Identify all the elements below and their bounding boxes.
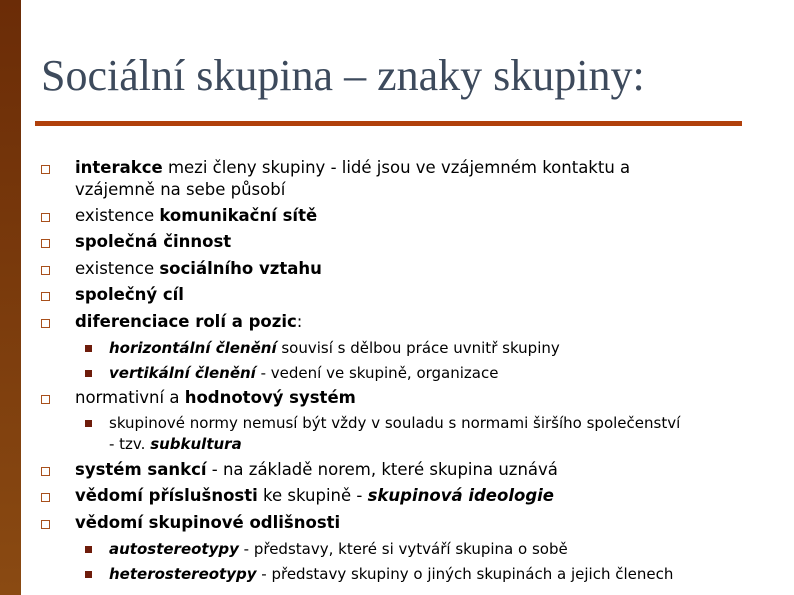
text-run: skupinová ideologie: [367, 486, 554, 505]
text-run: interakce: [75, 158, 163, 177]
text-run: vertikální členění: [109, 364, 256, 382]
bullet-text: [75, 387, 356, 409]
sub-bullet-text: [109, 538, 568, 560]
bullet-text: [75, 485, 554, 507]
bullet-text: [75, 258, 322, 280]
bullet-text: [75, 311, 302, 333]
bullet-text: [75, 179, 285, 201]
text-run: ke skupině -: [257, 486, 368, 505]
text-run: sociálního vztahu: [159, 259, 322, 278]
text-run: hodnotový systém: [184, 388, 356, 407]
bullet-text: [75, 231, 231, 253]
text-run: normativní a: [75, 388, 185, 407]
slide-title: Sociální skupina – znaky skupiny:: [41, 51, 645, 100]
hollow-square-bullet-icon: [41, 319, 50, 328]
sub-bullet-text: [109, 563, 673, 585]
hollow-square-bullet-icon: [41, 213, 50, 222]
text-run: komunikační sítě: [159, 206, 318, 225]
text-run: - představy skupiny o jiných skupinách a jejich členech: [256, 565, 674, 583]
text-run: souvisí s dělbou práce uvnitř skupiny: [276, 339, 560, 357]
text-run: - představy, které si vytváří skupina o sobě: [238, 540, 568, 558]
text-run: horizontální členění: [109, 339, 277, 357]
text-run: vzájemně na sebe působí: [75, 180, 286, 199]
text-run: skupinové normy nemusí být vždy v souladu s normami širšího společenství: [109, 414, 681, 432]
text-run: vědomí příslušnosti: [75, 486, 258, 505]
sub-bullet-text: [109, 433, 242, 455]
text-run: :: [296, 312, 303, 331]
bullet-text: [75, 512, 340, 534]
hollow-square-bullet-icon: [41, 266, 50, 275]
text-run: subkultura: [150, 435, 242, 453]
filled-square-bullet-icon: [85, 546, 92, 553]
hollow-square-bullet-icon: [41, 493, 50, 502]
text-run: existence: [75, 259, 160, 278]
title-underline: [35, 121, 742, 126]
text-run: existence: [75, 206, 160, 225]
filled-square-bullet-icon: [85, 370, 92, 377]
text-run: heterostereotypy: [109, 565, 257, 583]
sub-bullet-text: [109, 362, 498, 384]
hollow-square-bullet-icon: [41, 520, 50, 529]
sub-bullet-text: [109, 412, 680, 434]
text-run: systém sankcí: [75, 460, 207, 479]
filled-square-bullet-icon: [85, 420, 92, 427]
text-run: - na základě norem, které skupina uznává: [206, 460, 558, 479]
bullet-text: [75, 459, 558, 481]
bullet-text: [75, 284, 184, 306]
bullet-text: [75, 157, 630, 179]
hollow-square-bullet-icon: [41, 165, 50, 174]
hollow-square-bullet-icon: [41, 292, 50, 301]
filled-square-bullet-icon: [85, 345, 92, 352]
text-run: diferenciace rolí a pozic: [75, 312, 297, 331]
hollow-square-bullet-icon: [41, 467, 50, 476]
hollow-square-bullet-icon: [41, 395, 50, 404]
bullet-text: [75, 205, 317, 227]
text-run: - vedení ve skupině, organizace: [255, 364, 499, 382]
text-run: společný cíl: [75, 285, 184, 304]
sidebar-accent-bar: [0, 0, 21, 595]
hollow-square-bullet-icon: [41, 239, 50, 248]
filled-square-bullet-icon: [85, 571, 92, 578]
text-run: mezi členy skupiny - lidé jsou ve vzájemném kontaktu a: [162, 158, 631, 177]
sub-bullet-text: [109, 337, 560, 359]
text-run: - tzv.: [109, 435, 151, 453]
text-run: vědomí skupinové odlišnosti: [75, 513, 341, 532]
text-run: společná činnost: [75, 232, 232, 251]
text-run: autostereotypy: [109, 540, 239, 558]
